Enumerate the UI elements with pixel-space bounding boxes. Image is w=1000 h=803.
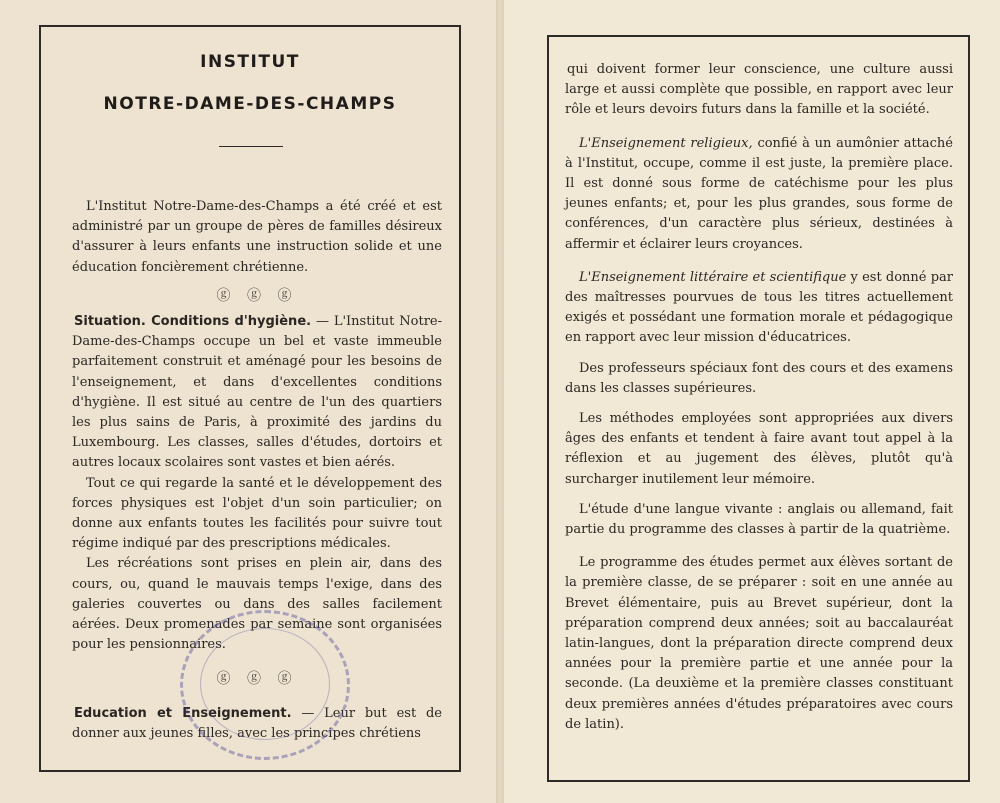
religious-paragraph	[565, 134, 953, 255]
right-page-content	[565, 60, 953, 735]
situation-paragraph	[72, 312, 442, 474]
literary-title: L'Enseignement littéraire et scientifique	[579, 269, 847, 285]
religious-title: L'Enseignement religieux,	[579, 135, 753, 151]
program-paragraph: Le programme des études permet aux élèves sortant de la première classe, de se préparer : soit en une année au Brevet élémentaire, puis au Brevet supérieur, dont la préparation comprend deux années; soit au baccalauréat latin-langues, dont la préparation directe comprend deux années pour la première partie et une année pour la seconde. (La deuxième et la première classes constituant deux premières années d'études préparatoires avec cours de latin).	[565, 555, 953, 732]
language-paragraph: L'étude d'une langue vivante : anglais ou allemand, fait partie du programme des classes à partir de la quatrième.	[565, 501, 953, 538]
page-fold	[496, 0, 504, 803]
recreation-paragraph: Les récréations sont prises en plein air, dans des cours, ou, quand le mauvais temps l'exige, dans des galeries couvertes ou dans des salles facilement aérées. Deux promenades par semaine sont organisées pour les pensionnaires.	[72, 556, 442, 653]
situation-text: — L'Institut Notre-Dame-des-Champs occupe un bel et vaste immeuble parfaitement construit et aménagé pour les besoins de l'enseignement, et dans d'excellentes conditions d'hygiène. Il est situé au centre de l'un des quartiers les plus sains de Paris, à proximité des jardins du Luxembourg. Les classes, salles d'études, dortoirs et autres locaux scolaires sont vastes et bien aérés.	[72, 314, 443, 471]
education-title: Education et Enseignement.	[74, 705, 292, 721]
literary-text: y est donné par des maîtresses pourvues de tous les titres actuellement exigés et possédant une formation morale et pédagogique en rapport avec leur mission d'éducatrices.	[565, 269, 953, 346]
title-line-2: NOTRE-DAME-DES-CHAMPS	[103, 94, 397, 114]
religious-text: confié à un aumônier attaché à l'Institut, occupe, comme il est juste, la première place. Il est donné sous forme de catéchisme pour les plus jeunes enfants; et, pour les plus grandes, sous forme de conférences, d'un caractère plus sérieux, destinées à affermir et éclairer leurs croyances.	[565, 135, 953, 252]
situation-title: Situation. Conditions d'hygiène.	[74, 314, 312, 330]
literary-paragraph	[565, 268, 953, 349]
ornament-divider-2: ⓖ ⓖ ⓖ	[216, 671, 298, 688]
ornament-divider-1: ⓖ ⓖ ⓖ	[216, 287, 298, 304]
intro-paragraph: L'Institut Notre-Dame-des-Champs a été créé et est administré par un groupe de pères de familles désireux d'assurer à leurs enfants une instruction solide et une éducation foncièrement chrétienne.	[72, 199, 442, 275]
title-line-1: INSTITUT	[200, 52, 300, 72]
ink-stamp-inner-ring	[200, 628, 330, 740]
education-text: — Leur but est de donner aux jeunes filles, avec les principes chrétiens	[72, 705, 442, 741]
methods-paragraph: Les méthodes employées sont appropriées aux divers âges des enfants et tendent à faire avant tout appel à la réflexion et au jugement des élèves, plutôt qu'à surcharger inutilement leur mémoire.	[565, 411, 953, 487]
professors-paragraph: Des professeurs spéciaux font des cours et des examens dans les classes supérieures.	[565, 360, 953, 396]
culture-paragraph: qui doivent former leur conscience, une culture aussi large et aussi complète que possible, en rapport avec leur rôle et leurs devoirs futurs dans la famille et la société.	[565, 62, 953, 118]
health-paragraph: Tout ce qui regarde la santé et le développement des forces physiques est l'objet d'un soin particulier; on donne aux enfants toutes les facilités pour suivre tout régime indiqué par des prescriptions médicales.	[72, 475, 442, 552]
title-divider	[219, 146, 283, 147]
